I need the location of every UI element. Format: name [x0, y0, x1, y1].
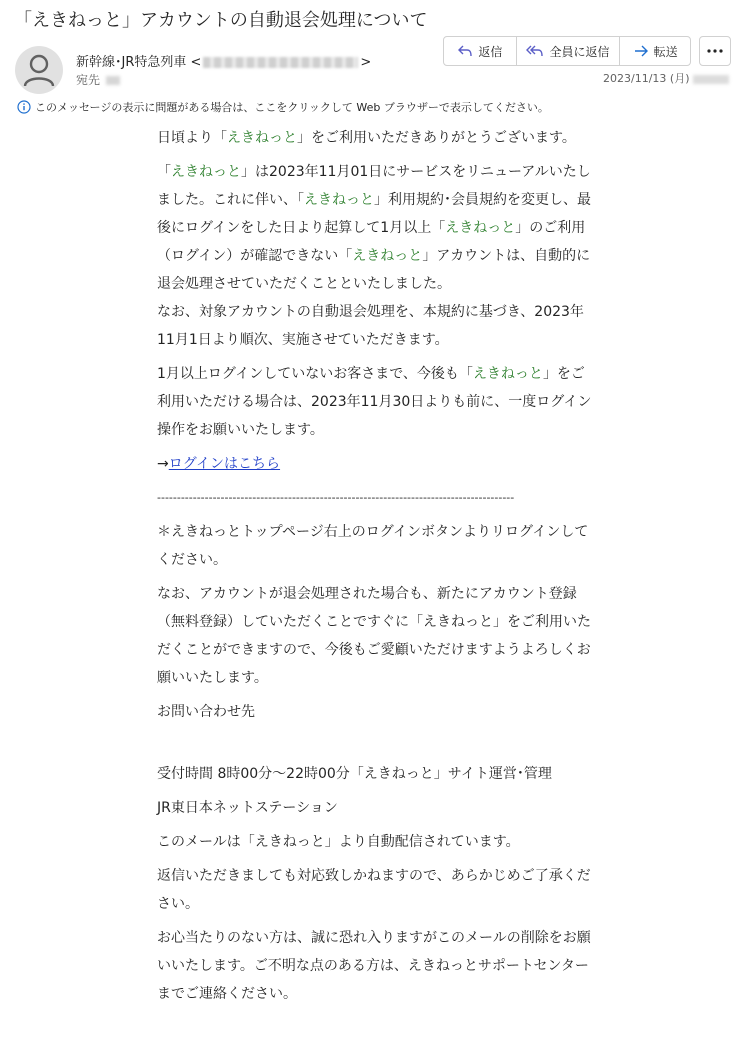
- body-paragraph: ＊えきねっとトップページ右上のログインボタンよりリログインしてください。: [157, 524, 589, 568]
- info-icon: [17, 100, 31, 114]
- recipient-redacted: [106, 76, 120, 85]
- reply-all-icon: [526, 44, 544, 58]
- body-paragraph: 返信いただきましても対応致しかねますので、あらかじめご了承ください。: [157, 868, 591, 912]
- info-text: このメッセージの表示に問題がある場合は、ここをクリックして Web ブラウザーで表示してください。: [35, 101, 549, 114]
- arrow-icon: →: [157, 456, 169, 472]
- text: 日頃より「: [157, 130, 227, 146]
- time-redacted: [693, 75, 729, 84]
- sender-open-bracket: <: [190, 55, 202, 70]
- sender[interactable]: [76, 51, 371, 70]
- sender-name: 新幹線･JR特急列車: [76, 55, 187, 70]
- body-paragraph: JR東日本ネットステーション: [157, 800, 338, 816]
- reply-all-button[interactable]: [517, 37, 620, 65]
- login-link[interactable]: ログインはこちら: [168, 456, 281, 472]
- brand-text: えきねっと: [445, 220, 516, 236]
- more-actions-button[interactable]: [699, 36, 731, 66]
- text: 」をご利用いただける場合は、2023年11月30日よりも前に、一度ログイン操作をお願いいたします。: [157, 366, 592, 438]
- reply-icon: [457, 44, 473, 58]
- body-paragraph: このメールは「えきねっと」より自動配信されています。: [157, 834, 520, 850]
- message-body: [125, 124, 595, 1014]
- text: 」のご利用（ログイン）が確認できない「: [157, 220, 586, 264]
- reply-button[interactable]: [444, 37, 517, 65]
- brand-text: えきねっと: [352, 248, 423, 264]
- text: 」利用規約･会員規約を変更し、最後にログインをした日より起算して1月以上「: [157, 192, 591, 236]
- brand-text: えきねっと: [171, 164, 241, 180]
- person-icon: [15, 46, 63, 94]
- ellipsis-icon: [707, 49, 723, 53]
- text: 」は2023年11月01日にサービスをリニューアルいたしました。これに伴い、「: [157, 164, 591, 208]
- avatar[interactable]: [15, 46, 63, 94]
- forward-icon: [633, 44, 649, 58]
- email-subject: 「えきねっと」アカウントの自動退会処理について: [14, 10, 428, 31]
- text: なお、対象アカウントの自動退会処理を、本規約に基づき、2023年11月1日より順次、実施させていただきます。: [157, 304, 584, 348]
- body-paragraph: なお、アカウントが退会処理された場合も、新たにアカウント登録（無料登録）していただくことですぐに「えきねっと」をご利用いただくことができますので、今後もご愛顧いただけますようよろしくお願いいたします。: [157, 586, 591, 686]
- message-actions: [443, 36, 691, 66]
- date-text: 2023/11/13 (月): [603, 72, 690, 85]
- recipient-label: 宛先: [76, 73, 101, 87]
- received-date: [603, 70, 729, 86]
- body-paragraph: [125, 124, 595, 152]
- sender-close-bracket: >: [360, 55, 372, 70]
- brand-text: えきねっと: [227, 130, 297, 146]
- reply-label: 返信: [478, 44, 503, 59]
- login-line: [125, 450, 595, 478]
- sender-email-redacted: [203, 57, 358, 68]
- recipient: [76, 71, 120, 88]
- body-paragraph: [125, 158, 595, 354]
- brand-text: えきねっと: [472, 366, 543, 382]
- body-paragraph: お心当たりのない方は、誠に恐れ入りますがこのメールの削除をお願いいたします。ご不明な点のある方は、えきねっとサポートセンターまでご連絡ください。: [157, 930, 591, 1002]
- text: 1月以上ログインしていないお客さまで、今後も「: [157, 366, 473, 382]
- text: 「: [157, 164, 171, 180]
- body-paragraph: お問い合わせ先: [157, 704, 255, 720]
- text: 」をご利用いただきありがとうございます。: [297, 130, 576, 146]
- body-paragraph: [125, 360, 595, 444]
- text: 」アカウントは、自動的に退会処理させていただくことといたしました。: [157, 248, 591, 292]
- forward-button[interactable]: [620, 37, 690, 65]
- body-paragraph: 受付時間 8時00分〜22時00分「えきねっと」サイト運営･管理: [157, 766, 552, 782]
- forward-label: 転送: [653, 44, 678, 59]
- info-banner[interactable]: [17, 99, 549, 115]
- brand-text: えきねっと: [304, 192, 374, 208]
- separator: ------------------------------------------------------------------------------------------: [157, 491, 515, 504]
- reply-all-label: 全員に返信: [549, 44, 610, 59]
